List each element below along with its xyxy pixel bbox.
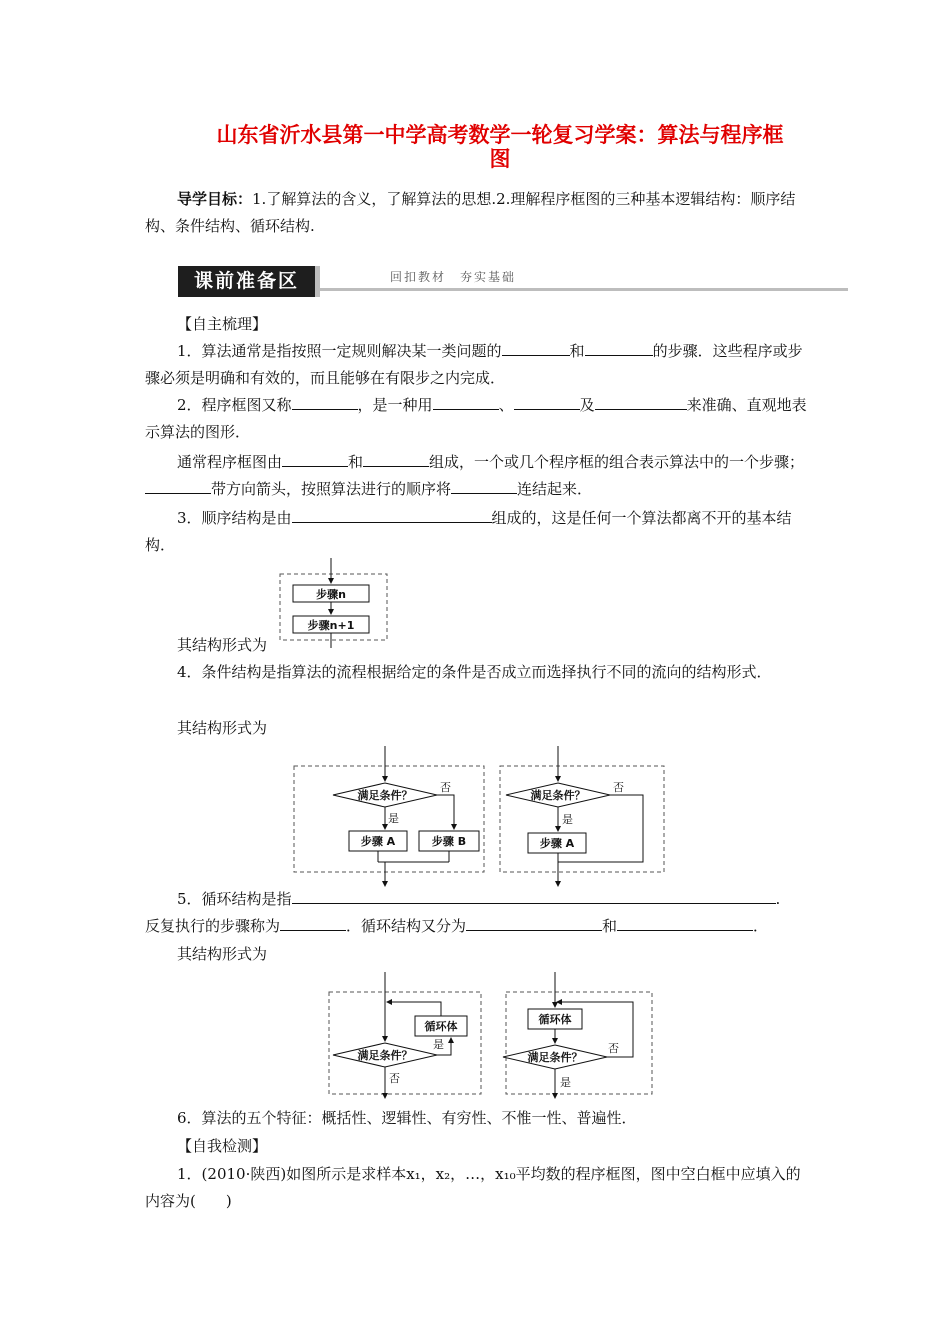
- blank-2-2: [433, 395, 499, 410]
- loop-form-caption: 其结构形式为: [177, 945, 268, 963]
- self-review-heading: 【自主梳理】: [177, 315, 268, 333]
- cond2-no-label: 否: [613, 781, 624, 794]
- doc-title-line2: 图: [489, 147, 511, 171]
- review-item-4: [145, 505, 808, 559]
- review-3-text-b: 和: [348, 453, 364, 471]
- cond1-condition-label: 满足条件？: [357, 789, 413, 802]
- review-6b-text-a: 反复执行的步骤称为: [145, 917, 281, 935]
- review-6-text-a: 5．循环结构是指: [177, 890, 292, 908]
- loop-diagram-until: [500, 972, 660, 1100]
- seq-step-n1-label: 步骤n+1: [307, 619, 355, 632]
- loop1-no-label: 否: [389, 1072, 400, 1085]
- cond1-yes-label: 是: [388, 812, 399, 825]
- blank-6-4: [617, 916, 753, 931]
- review-4-text-b: 组成的，这是任何一个算法都离不开的基本结构．: [145, 509, 792, 554]
- review-item-1: [145, 338, 808, 392]
- section-band-rule: [320, 288, 848, 291]
- blank-1-1: [502, 341, 570, 356]
- blank-3-2: [363, 452, 429, 467]
- loop1-condition-label: 满足条件？: [357, 1049, 413, 1062]
- objective-label: 导学目标：: [177, 190, 253, 208]
- seq-form-caption: 其结构形式为: [177, 636, 268, 654]
- blank-3-1: [282, 452, 348, 467]
- check-question-1: [145, 1161, 808, 1215]
- review-item-2: [145, 392, 808, 446]
- review-1-text-a: 1．算法通常是指按照一定规则解决某一类问题的: [177, 342, 502, 360]
- cond1-no-label: 否: [440, 781, 451, 794]
- condition-diagram-if: [498, 746, 668, 888]
- section-band: [178, 266, 848, 300]
- check-q1-vars: x₁，x₂，…，x₁₀: [406, 1165, 516, 1183]
- blank-6-3: [466, 916, 602, 931]
- cond-form-caption: 其结构形式为: [177, 719, 268, 737]
- loop2-yes-label: 是: [560, 1076, 571, 1089]
- objective: [145, 186, 808, 240]
- blank-6-2: [280, 916, 346, 931]
- review-item-6b: [145, 913, 808, 940]
- seq-step-n-label: 步骤n: [316, 588, 346, 601]
- cond2-yes-label: 是: [562, 813, 573, 826]
- review-6b-text-d: ．: [753, 917, 769, 935]
- review-3-text-e: 连结起来．: [517, 480, 593, 498]
- check-q1-text-a: 1．(2010·陕西)如图所示是求样本: [177, 1165, 407, 1183]
- review-4-text-a: 3．顺序结构是由: [177, 509, 292, 527]
- section-band-notch: [315, 266, 320, 297]
- review-1-text-b: 和: [569, 342, 585, 360]
- review-item-6: [145, 886, 808, 913]
- blank-1-2: [585, 341, 653, 356]
- blank-6-1: [292, 889, 776, 904]
- review-2-text-b: ，是一种用: [357, 396, 433, 414]
- review-1-text-c: 的步骤．这些程序或步骤必须是明确和有效的，而且能够在有限步之内完成．: [145, 342, 803, 387]
- review-item-5: 4．条件结构是指算法的流程根据给定的条件是否成立而选择执行不同的流向的结构形式．: [177, 663, 772, 681]
- review-2-text-d: 及: [579, 396, 595, 414]
- review-3-text-a: 通常程序框图由: [177, 453, 283, 471]
- section-band-subtitle: 回扣教材 夯实基础: [390, 270, 517, 284]
- loop2-no-label: 否: [608, 1042, 619, 1055]
- review-2-text-c: 、: [498, 396, 514, 414]
- review-6b-text-c: 和: [602, 917, 618, 935]
- review-3-text-c: 组成，一个或几个程序框的组合表示算法中的一个步骤；: [429, 453, 805, 471]
- blank-2-1: [292, 395, 358, 410]
- blank-4-1: [292, 508, 492, 523]
- self-check-heading: 【自我检测】: [177, 1137, 268, 1155]
- review-3-text-d: 带方向箭头，按照算法进行的顺序将: [211, 480, 452, 498]
- cond1-step-b-label: 步骤 B: [431, 835, 467, 848]
- section-band-title: 课前准备区: [178, 266, 315, 297]
- loop-diagram-while: [327, 972, 487, 1100]
- review-6-text-b: .: [775, 890, 781, 908]
- review-item-3: [145, 449, 808, 503]
- loop2-condition-label: 满足条件？: [527, 1051, 583, 1064]
- cond2-step-a-label: 步骤 A: [539, 837, 575, 850]
- loop2-body-label: 循环体: [538, 1013, 572, 1026]
- loop1-yes-label: 是: [433, 1038, 444, 1051]
- review-2-text-e: 来准确、直观地表示算法的图形．: [145, 396, 807, 441]
- loop1-body-label: 循环体: [424, 1020, 458, 1033]
- blank-2-3: [514, 395, 580, 410]
- blank-3-3: [145, 479, 211, 494]
- cond1-step-a-label: 步骤 A: [360, 835, 396, 848]
- condition-diagram-if-else: [292, 746, 488, 888]
- review-item-7: 6．算法的五个特征：概括性、逻辑性、有穷性、不惟一性、普遍性．: [177, 1109, 637, 1127]
- check-q1-text-b: 平均数的程序框图，图中空白框中应填入的内容为( ): [145, 1165, 801, 1210]
- blank-2-4: [595, 395, 687, 410]
- cond2-condition-label: 满足条件？: [530, 789, 586, 802]
- blank-3-4: [451, 479, 517, 494]
- objective-text: 1.了解算法的含义，了解算法的思想.2.理解程序框图的三种基本逻辑结构：顺序结构、条件结构、循环结构.: [145, 190, 796, 235]
- doc-title-line1: 山东省沂水县第一中学高考数学一轮复习学案：算法与程序框: [216, 123, 784, 147]
- review-6b-text-b: ．循环结构又分为: [346, 917, 467, 935]
- review-2-text-a: 2．程序框图又称: [177, 396, 292, 414]
